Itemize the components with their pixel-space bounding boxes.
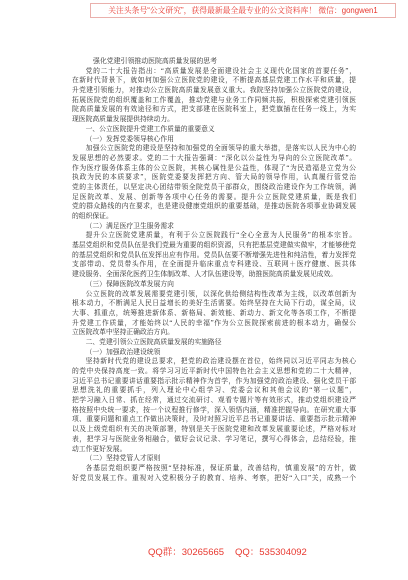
body-text-line: 党的主体责任，以坚定决心团结带领全院党员干部群众，围绕政治建设作为工作统领，满 (72, 183, 356, 191)
body-text-line: 作为医疗服务体系主体的公立医院，其核心属性是公益性，体现了“为民造福是立党为公 (72, 164, 356, 172)
subsection-heading: （二）坚持党管人才原则 (85, 455, 161, 463)
document-title: 强化党建引领推动医院高质量发展的思考 (93, 58, 218, 65)
body-text-line: 公立医院的改革发展需要党建引领，以深化供给侧结构性改革为主线，以改革创新为 (85, 290, 356, 298)
body-text-line: 格按照中央统一要求，按一个议程推行修学，深入领悟内涵，精准把握导向。在研究重大事 (72, 406, 356, 414)
body-text-line: 执政为民的本质要求”，医院党委要发挥把方向、管大局的领导作用，认真履行管党治 (72, 174, 356, 182)
body-text-line: 提升公立医院党建质量，有利于公立医院践行“全心全意为人民服务”的根本宗旨。 (85, 232, 356, 240)
footer-qq-group: QQ群：30265665 (148, 547, 225, 558)
body-text-line: 基层党组织和党员队伍是我们党最为重要的组织资源，只有把基层党建做实做牢，才能够使党 (72, 242, 356, 250)
body-text-line: 各基层党组织要严格按照“坚持标准，保证质量，改善结构，慎重发展”的方针，做 (85, 464, 356, 472)
body-text-line: 院高质量发展的有效途径和方式，把支部建在医院科室上，把党旗插在任务一线上，为实 (72, 106, 356, 114)
body-text-line: 党的群众路线的内在要求，也是建设健康党组织的重要基础，是推动医院各项事业协调发展 (72, 203, 356, 211)
body-text-line: 建设服务、全面深化医药卫生体制改革、人才队伍建设等，助推医院高质量发展见成效。 (72, 271, 338, 279)
body-text-line: 发展思想的必然要求。党的二十大报告强调：“深化以公益性为导向的公立医院改革”。 (72, 154, 356, 162)
body-text-line: 项、重要问题和重点工作做出决策时，及时对照习近平总书记重要讲话、重要指示批示精神 (72, 416, 356, 424)
body-text-line: 把学习融入日常、抓在经常，通过交流研讨、观看专题片等有效形式，推动党组织建设严 (72, 397, 356, 405)
document-body (72, 57, 356, 487)
body-text-line: 支部带动、党员带头作用，在全面提升临床重点专科建设、互联网＋医疗健康、医共体 (72, 261, 356, 269)
subsection-heading: （一）加强政治建设统领 (85, 348, 161, 356)
body-text-line: 根本动力，不断满足人民日益增长的美好生活需要。始终坚持在大局下行动，谋全局，议 (72, 300, 356, 308)
body-text-line: 立医院改革中坚持正确政治方向。 (72, 329, 174, 337)
promo-banner (90, 3, 396, 18)
section-heading: 二、党建引领公立医院高质量发展的实施路径 (85, 338, 222, 346)
body-text-line: 以及上级党组织有关的决策部署，特别是关于医院党建和改革发展重要论述，严格对标对 (72, 426, 356, 434)
subsection-heading: （三）保障医院改革发展方向 (85, 280, 174, 288)
body-text-line: 的基层党组织和党员队伍发挥出应有作用。党员队伍要不断增强先进性和纯洁性，着力发挥党 (72, 251, 356, 259)
subsection-heading: （二）满足医疗卫生服务需求 (85, 222, 174, 230)
body-text-line: 足医院改革、发展、创新等各项中心任务的需要。提升公立医院党建质量，既是我们 (72, 193, 356, 201)
body-text-line: 升党建引领能力，对推动公立医院高质量发展意义重大。我院坚持加强公立医院党的建设， (72, 87, 356, 95)
body-text-line: 动工作更好发展。 (72, 445, 127, 453)
body-text-line: 在新时代背景下，就如何加强公立医院党的建设，不断提高基层党建工作水平和质量，提 (72, 77, 356, 85)
body-text-line: 的党中央保持高度一致。将学习习近平新时代中国特色社会主义思想和党的二十大精神， (72, 368, 356, 375)
body-text-line: 坚持新时代党的建设总要求，把党的政治建设摆在首位，始终同以习近平同志为核心 (85, 358, 356, 366)
body-text-line: 拓展医院党的组织覆盖和工作覆盖，推动党建与业务工作同频共振，积极探索党建引领医 (72, 96, 356, 104)
promo-banner-text: 关注头条号“公文研究”，获得最新最全最专业的公文资料库！ 微信：gongwen1 (108, 6, 378, 15)
body-text-line: 现医院高质量发展提供持续动力。 (72, 116, 174, 124)
contact-footer (0, 546, 408, 560)
body-text-line: 思想洗礼的重要抓手，列入理论中心组学习、党委会议和其他会议的“第一议题”， (72, 387, 356, 395)
footer-qq: QQ：535304092 (235, 547, 307, 558)
body-text-line: 好党员发展工作。重视对入党积极分子的教育、培养、考察，把好“入口”关，成熟一个 (72, 474, 356, 482)
body-text-line: 加强公立医院党的建设是坚持和加强党的全面领导的重大举措，是落实以人民为中心的 (85, 145, 356, 153)
section-heading: 一、公立医院提升党建工作质量的重要意义 (85, 125, 215, 133)
body-text-line: 的组织保证。 (72, 213, 113, 220)
body-text-line: 升党建工作质量，才能始终以“人民的幸福”作为公立医院探索前进的根本动力，确保公 (72, 319, 356, 327)
body-text-line: 表，把学习与医院业务相融合，做好会议记录、学习笔记，撰写心得体会，总结经验，推 (72, 435, 356, 443)
body-text-line: 大事、抓重点，统筹推进新体系、新格局、新效能、新动力、新文化等各项工作，不断提 (72, 309, 356, 317)
body-text-line: 党的二十大报告指出：“高质量发展是全面建设社会主义现代化国家的首要任务”， (85, 67, 356, 75)
body-text-line: 习近平总书记重要讲话重要指示批示精神作为首学，作为加强党的政治建设、强化党员干部 (72, 377, 356, 385)
subsection-heading: （一）发挥党委领导核心作用 (85, 135, 174, 143)
